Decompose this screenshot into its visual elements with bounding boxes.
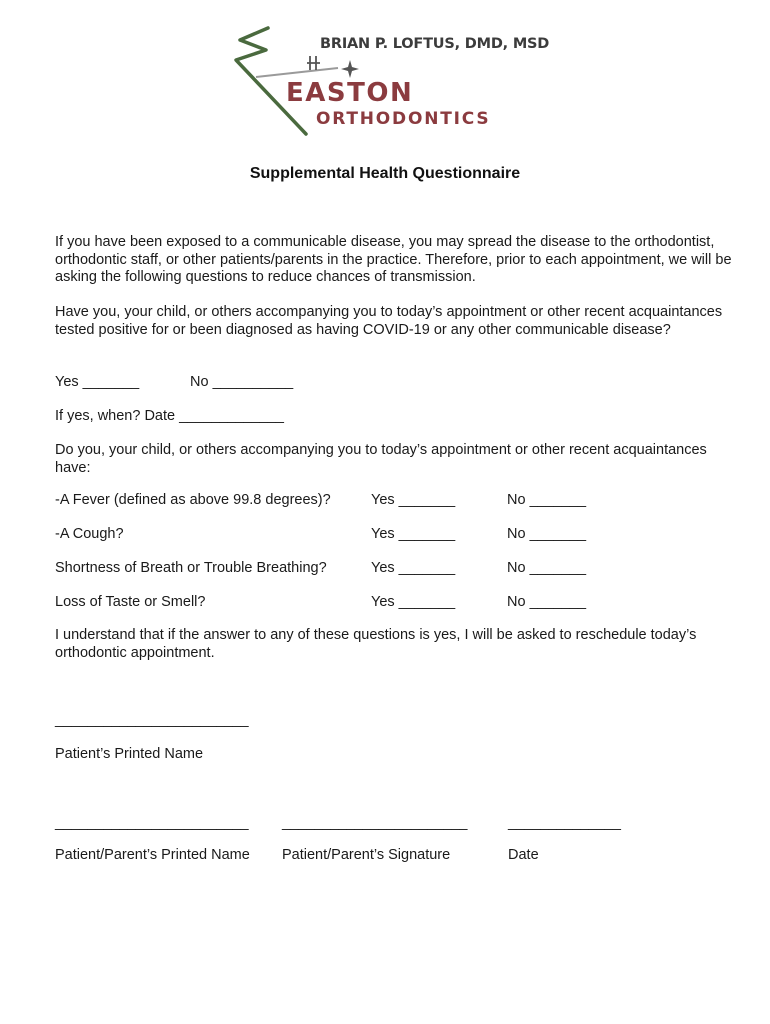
q1-yes-field[interactable]: Yes _______ [55, 374, 140, 390]
parent-signature-line[interactable]: _______________________ [282, 815, 468, 831]
logo-practice-subtitle: ORTHODONTICS [316, 109, 491, 129]
logo-practice-name: EASTON [286, 78, 414, 108]
symptom-label: Shortness of Breath or Trouble Breathing? [55, 560, 327, 576]
logo-doctor-name: BRIAN P. LOFTUS, DMD, MSD [320, 36, 550, 52]
date-line[interactable]: ______________ [508, 815, 621, 831]
patient-name-label: Patient’s Printed Name [55, 746, 204, 762]
symptom-no-field[interactable]: No _______ [507, 594, 587, 610]
question-2: Do you, your child, or others accompanying you to today’s appointment or other recent acquaintances have: [55, 442, 707, 476]
acknowledgement-paragraph: I understand that if the answer to any of these questions is yes, I will be asked to reschedule today’s orthodontic appointment. [55, 627, 697, 661]
parent-name-label: Patient/Parent’s Printed Name [55, 847, 250, 863]
symptom-no-field[interactable]: No _______ [507, 526, 587, 542]
symptom-yes-field[interactable]: Yes _______ [371, 560, 456, 576]
if-yes-date-field[interactable]: If yes, when? Date _____________ [55, 408, 284, 424]
q1-no-field[interactable]: No __________ [190, 374, 294, 390]
symptom-yes-field[interactable]: Yes _______ [371, 526, 456, 542]
practice-logo [228, 20, 550, 138]
parent-signature-label: Patient/Parent’s Signature [282, 847, 451, 863]
patient-name-line[interactable]: ________________________ [55, 712, 249, 728]
symptom-label: -A Fever (defined as above 99.8 degrees)? [55, 492, 331, 508]
symptom-label: Loss of Taste or Smell? [55, 594, 206, 610]
intro-paragraph: If you have been exposed to a communicable disease, you may spread the disease to the orthodontist, orthodontic staff, or other patients/parents in the practice. Therefore, prior to each appointment, we will be asking the following questions to reduce chances of transmission. [55, 234, 732, 286]
parent-name-line[interactable]: ________________________ [55, 815, 249, 831]
date-label: Date [508, 847, 539, 863]
page-title: Supplemental Health Questionnaire [249, 165, 521, 182]
symptom-no-field[interactable]: No _______ [507, 560, 587, 576]
question-1: Have you, your child, or others accompanying you to today’s appointment or other recent acquaintances tested positive for or been diagnosed as having COVID-19 or any other communicable disease? [55, 304, 723, 338]
symptom-yes-field[interactable]: Yes _______ [371, 492, 456, 508]
symptom-no-field[interactable]: No _______ [507, 492, 587, 508]
symptom-label: -A Cough? [55, 526, 124, 542]
symptom-yes-field[interactable]: Yes _______ [371, 594, 456, 610]
